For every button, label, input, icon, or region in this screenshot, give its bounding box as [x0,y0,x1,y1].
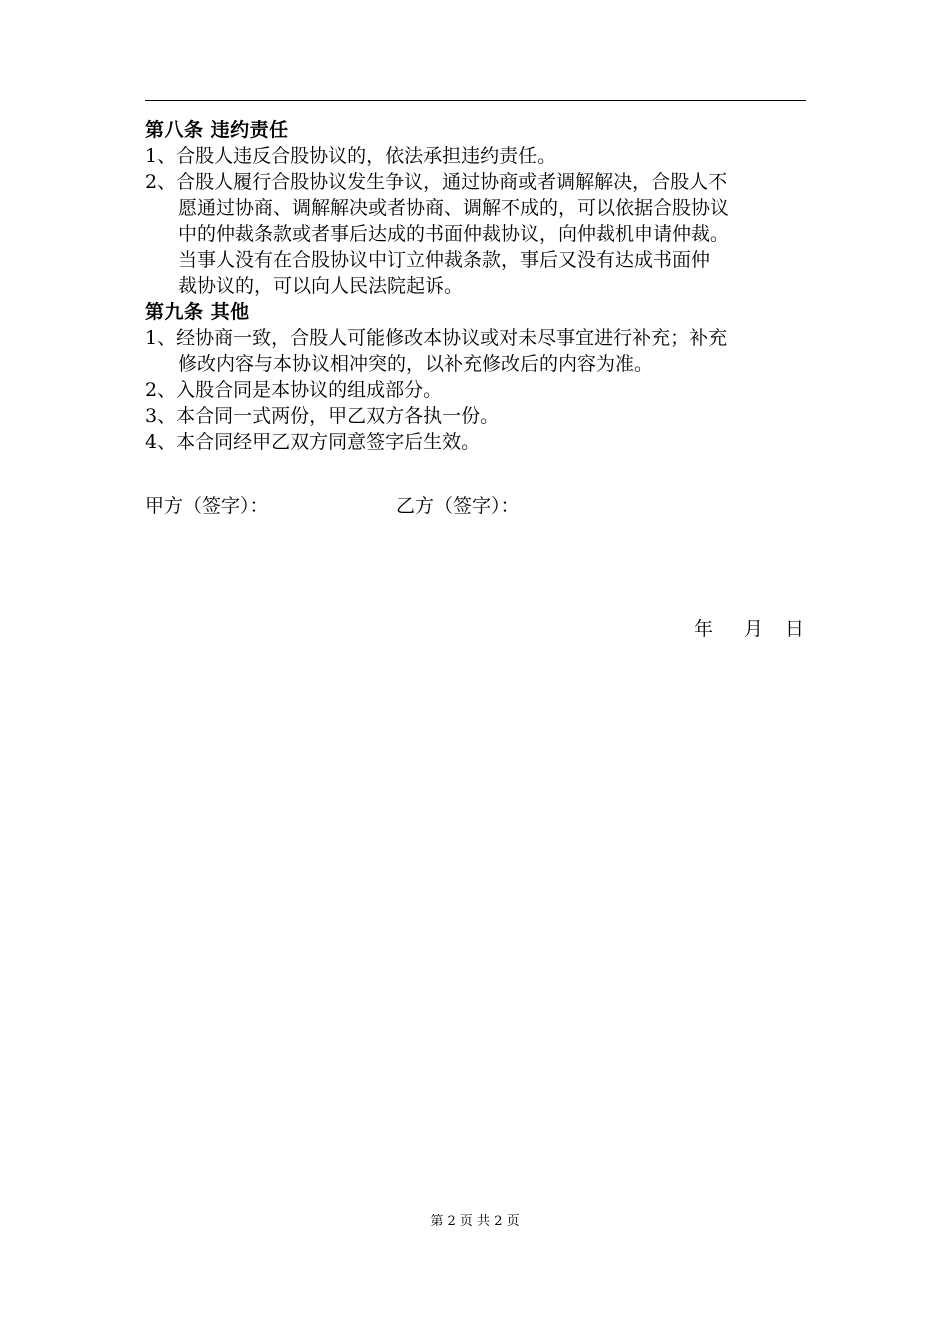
article-9-item-1-line: 修改内容与本协议相冲突的，以补充修改后的内容为准。 [178,353,654,375]
article-8-item-1: 1、合股人违反合股协议的，依法承担违约责任。 [145,145,557,167]
article-9-item-1 [145,325,810,377]
article-8-item-2-line: 当事人没有在合股协议中订立仲裁条款，事后又没有达成书面仲 [178,249,711,271]
article-9-item-4: 4、本合同经甲乙双方同意签字后生效。 [145,431,481,453]
article-8-heading: 第八条 违约责任 [145,119,289,141]
article-8-item-2 [145,169,810,299]
article-9-item-1-line: 1、经协商一致，合股人可能修改本协议或对未尽事宜进行补充；补充 [145,327,728,349]
page-number-footer: 第 2 页 共 2 页 [430,1214,520,1229]
date-line [694,616,804,642]
document-body [145,117,810,455]
article-8-item-2-line: 中的仲裁条款或者事后达成的书面仲裁协议，向仲裁机申请仲裁。 [178,223,730,245]
party-b-signature-label: 乙方（签字）： [396,495,520,517]
header-rule [145,100,806,101]
date-day-label: 日 [785,618,805,640]
article-8-item-2-line: 2、合股人履行合股协议发生争议，通过协商或者调解解决，合股人不 [145,171,728,193]
article-8-item-2-line: 愿通过协商、调解解决或者协商、调解不成的，可以依据合股协议 [178,197,730,219]
date-month-label: 月 [744,618,764,640]
article-9-item-3: 3、本合同一式两份，甲乙双方各执一份。 [145,405,500,427]
article-9-item-2: 2、入股合同是本协议的组成部分。 [145,379,443,401]
date-year-label: 年 [694,618,714,640]
article-9-heading: 第九条 其他 [145,301,250,323]
party-a-signature-label: 甲方（签字）： [145,495,269,517]
article-8-item-2-line: 裁协议的，可以向人民法院起诉。 [178,275,464,297]
